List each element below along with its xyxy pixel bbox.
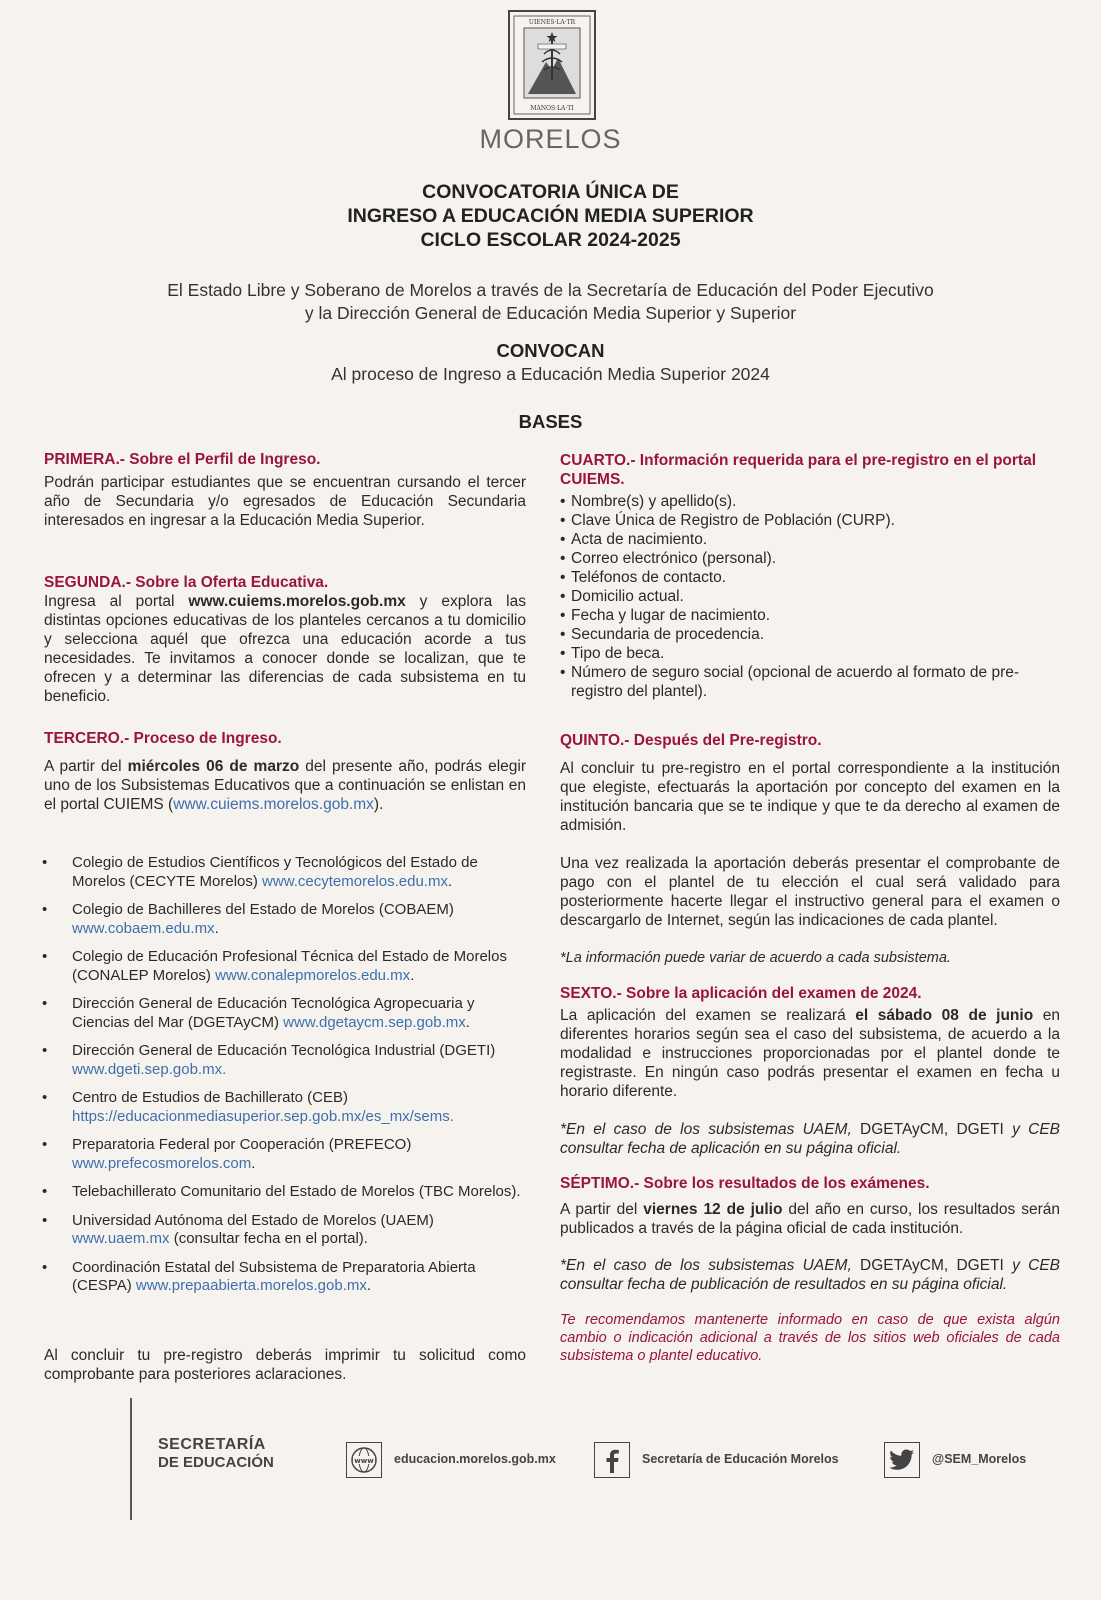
subsystem-link[interactable]: www.prepaabierta.morelos.gob.mx [135,1277,367,1294]
segunda-heading: SEGUNDA.- Sobre la Oferta Educativa. [44,574,329,591]
brand-name: MORELOS [479,124,622,154]
globe-icon [346,1442,382,1478]
list-item: • Correo electrónico (personal). [560,549,1060,568]
list-item: • Colegio de Bachilleres del Estado de Morelos (COBAEM) www.cobaem.edu.mx. [44,901,526,938]
list-item: • Colegio de Estudios Científicos y Tecnológicos del Estado de Morelos (CECYTE Morelos) www.cecytemorelos.edu.mx. [44,854,526,891]
twitter-icon [884,1442,920,1478]
quinto-note: *La información puede variar de acuerdo a cada subsistema. [560,950,951,966]
list-item: • Acta de nacimiento. [560,530,1060,549]
twitter-link[interactable]: @SEM_Morelos [932,1452,1027,1466]
list-item: • Dirección General de Educación Tecnológica Agropecuaria y Ciencias del Mar (DGETAyCM) www.dgetaycm.sep.gob.mx. [44,995,526,1032]
facebook-icon [594,1442,630,1478]
septimo-heading: SÉPTIMO.- Sobre los resultados de los exámenes. [560,1175,930,1192]
list-item: • Fecha y lugar de nacimiento. [560,606,1060,625]
section-septimo [560,1174,1060,1365]
list-item: • Tipo de beca. [560,644,1060,663]
convocan-heading: CONVOCAN [496,340,605,361]
subsystem-link[interactable]: www.cecytemorelos.edu.mx [262,872,448,890]
list-item: • Coordinación Estatal del Subsistema de Preparatoria Abierta (CESPA) www.prepaabierta.morelos.gob.mx. [44,1259,526,1296]
section-tercero [44,729,526,814]
section-segunda [44,573,526,706]
subsystem-link[interactable]: www.prefecosmorelos.com [72,1154,252,1172]
sexto-note: *En el caso de los subsistemas UAEM, DGETAyCM, DGETI y CEB consultar fecha de aplicación en su página oficial. [560,1121,1061,1157]
list-item: • Preparatoria Federal por Cooperación (PREFECO) www.prefecosmorelos.com. [44,1136,526,1173]
svg-text:MANOS·LA·TI: MANOS·LA·TI [530,105,574,112]
list-item: • Número de seguro social (opcional de acuerdo al formato de pre-registro del plantel). [560,663,1060,701]
intro-line: El Estado Libre y Soberano de Morelos a través de la Secretaría de Educación del Poder Ejecutivo [167,280,934,300]
list-item: • Telebachillerato Comunitario del Estado de Morelos (TBC Morelos). [44,1183,526,1202]
cuiems-portal-link[interactable]: www.cuiems.morelos.gob.mx [188,593,406,610]
facebook-link[interactable]: Secretaría de Educación Morelos [642,1452,839,1466]
intro-line: y la Dirección General de Educación Media Superior y Superior [304,303,797,323]
sexto-text: La aplicación del examen se realizará el sábado 08 de junio en diferentes horarios según sea el caso del subsistema, de acuerdo a la modalidad e instrucciones proporcionadas por el plantel donde te registraste. En ningún caso podrás presentar el examen en fecha u horario diferente. [560,1007,1060,1100]
list-item: • Universidad Autónoma del Estado de Morelos (UAEM) www.uaem.mx (consultar fecha en el portal). [44,1212,526,1249]
list-item: • Teléfonos de contacto. [560,568,1060,587]
section-primera [44,450,526,530]
list-item: • Nombre(s) y apellido(s). [560,492,1060,511]
list-item: • Domicilio actual. [560,587,1060,606]
cuarto-heading: CUARTO.- Información requerida para el pre-registro en el portal CUIEMS. [560,452,1037,488]
tercero-heading: TERCERO.- Proceso de Ingreso. [44,730,282,747]
list-item: • Clave Única de Registro de Población (CURP). [560,511,1060,530]
recommendation: Te recomendamos mantenerte informado en caso de que exista algún cambio o indicación adicional a través de los sitios web oficiales de cada subsistema o plantel educativo. [560,1312,1060,1364]
list-item: • Dirección General de Educación Tecnológica Industrial (DGETI) www.dgeti.sep.gob.mx. [44,1042,526,1079]
list-item: • Secundaria de procedencia. [560,625,1060,644]
subsystem-link[interactable]: www.conalepmorelos.edu.mx [215,966,411,984]
septimo-note: *En el caso de los subsistemas UAEM, DGETAyCM, DGETI y CEB consultar fecha de publicación de resultados en su página oficial. [560,1257,1061,1293]
intro [0,279,1101,325]
quinto-text-2: Una vez realizada la aportación deberás presentar el comprobante de pago con el plantel de tu elección el cual será validado para posteriormente hacerte llegar el instructivo general para el examen o descargarlo de Internet, según las indicaciones de cada plantel. [560,855,1060,929]
subsystem-link[interactable]: https://educacionmediasuperior.sep.gob.mx/es_mx/sems. [72,1107,454,1125]
subsystem-list [44,854,526,1306]
tercero-text: A partir del miércoles 06 de marzo del presente año, podrás elegir uno de los Subsistemas Educativos que a continuación se enlistan en el portal CUIEMS (www.cuiems.morelos.gob.mx). [44,758,526,813]
svg-text:www: www [354,1457,374,1465]
quinto-text-1: Al concluir tu pre-registro en el portal correspondiente a la institución que elegiste, efectuarás la aportación por concepto del examen en la institución bancaria que se te indique y que te da derecho al examen de admisión. [560,760,1060,834]
septimo-text: A partir del viernes 12 de julio del año en curso, los resultados serán publicados a través de la página oficial de cada institución. [560,1201,1060,1237]
title-line: INGRESO A EDUCACIÓN MEDIA SUPERIOR [347,205,754,227]
subsystem-link[interactable]: www.dgeti.sep.gob.mx. [72,1060,227,1078]
section-sexto [560,984,1060,1158]
list-item: • Centro de Estudios de Bachillerato (CEB) https://educacionmediasuperior.sep.gob.mx/es_mx/sems. [44,1089,526,1126]
svg-text:UIENES·LA·TR: UIENES·LA·TR [528,19,576,26]
convocatoria-title [0,180,1101,252]
subsystem-link[interactable]: www.dgetaycm.sep.gob.mx [283,1013,466,1031]
quinto-heading: QUINTO.- Después del Pre-registro. [560,732,822,749]
morelos-seal-icon [508,10,596,120]
subsystem-link[interactable]: www.uaem.mx [72,1230,170,1247]
website-link[interactable]: educacion.morelos.gob.mx [394,1452,556,1466]
title-line: CONVOCATORIA ÚNICA DE [422,181,679,203]
tercero-closing: Al concluir tu pre-registro deberás imprimir tu solicitud como comprobante para posteriores aclaraciones. [44,1347,526,1383]
bases-heading: BASES [518,411,583,432]
list-item: • Colegio de Educación Profesional Técnica del Estado de Morelos (CONALEP Morelos) www.conalepmorelos.edu.mx. [44,948,526,985]
sexto-heading: SEXTO.- Sobre la aplicación del examen de 2024. [560,985,922,1002]
section-cuarto [560,451,1060,701]
primera-heading: PRIMERA.- Sobre el Perfil de Ingreso. [44,451,321,468]
footer-divider [130,1398,132,1520]
convocan-subtitle: Al proceso de Ingreso a Educación Media Superior 2024 [331,364,770,384]
primera-text: Podrán participar estudiantes que se encuentran cursando el tercer año de Secundaria y/o egresados de Educación Secundaria interesados en ingresar a la Educación Media Superior. [44,474,526,529]
segunda-text: Ingresa al portal www.cuiems.morelos.gob.mx y explora las distintas opciones educativas de los planteles cercanos a tu domicilio y selecciona aquél que ofrezca una educación acorde a tus necesidades. Te invitamos a conocer donde se localizan, que te ofrecen y a determinar las diferencias de cada subsistema en tu beneficio. [44,593,526,705]
subsystem-link[interactable]: www.cobaem.edu.mx [72,919,215,937]
section-quinto [560,731,1060,968]
cuiems-link[interactable]: www.cuiems.morelos.gob.mx [173,796,374,813]
secretaria-logo: SECRETARÍA DE EDUCACIÓN [158,1436,274,1471]
title-line: CICLO ESCOLAR 2024-2025 [420,229,681,251]
